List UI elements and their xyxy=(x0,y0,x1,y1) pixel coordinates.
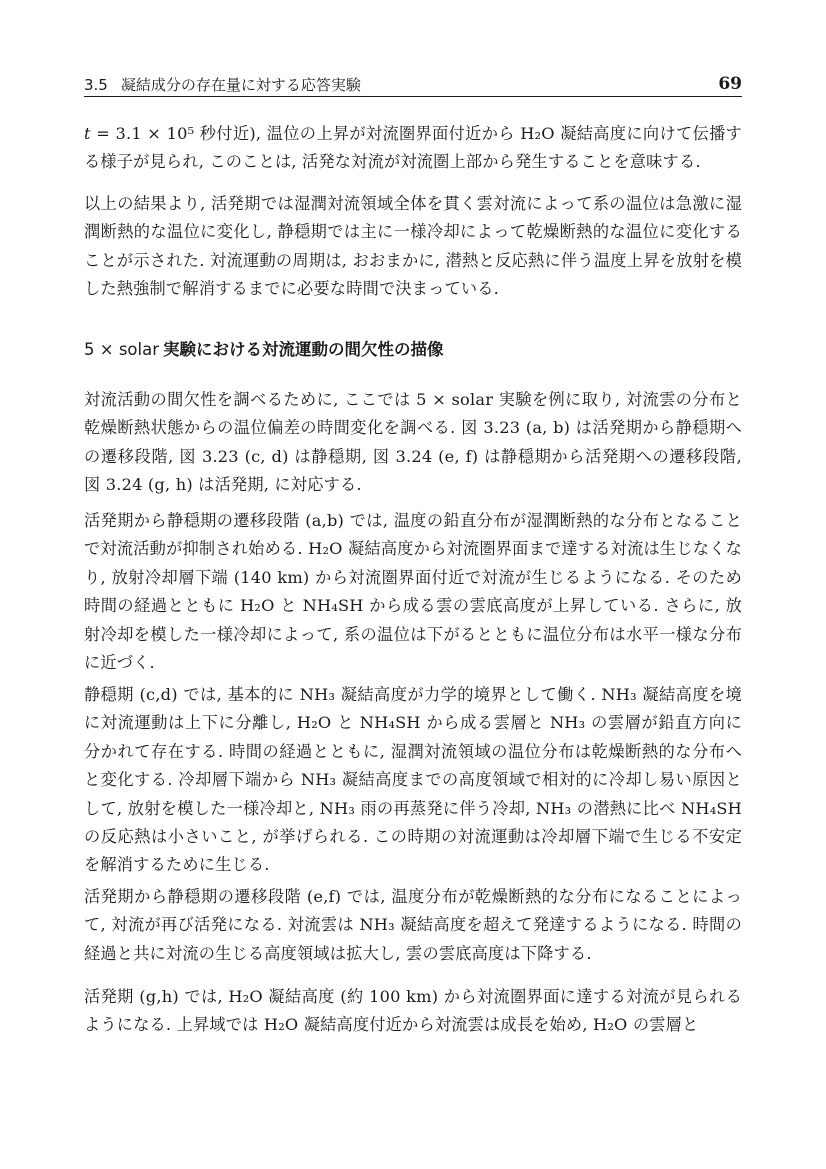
section-number: 3.5 xyxy=(84,76,108,94)
paragraph-1 xyxy=(84,120,742,177)
paragraph-6: 活発期から静穏期の遷移段階 (e,f) では, 温度分布が乾燥断熱的な分布になることによって, 対流が再び活発になる. 対流雲は NH₃ 凝結高度を超えて発達するようになる. 時間の経過と共に対流の生じる高度領域は拡大し, 雲の雲底高度は下降する. xyxy=(84,887,742,963)
header-rule xyxy=(84,96,742,97)
paragraph-1-text: = 3.1 × 10⁵ 秒付近), 温位の上昇が対流圏界面付近から H₂O 凝結高度に向けて伝播する様子が見られ, このことは, 活発な対流が対流圏上部から発生することを意味する. xyxy=(84,124,742,172)
subsection-heading-title: 実験における対流運動の間欠性の描像 xyxy=(162,340,444,359)
subsection-heading xyxy=(84,338,742,362)
section-title: 凝結成分の存在量に対する応答実験 xyxy=(120,76,361,94)
page-number: 69 xyxy=(718,74,742,94)
running-head xyxy=(84,76,742,94)
paragraph-3: 対流活動の間欠性を調べるために, ここでは 5 × solar 実験を例に取り, 対流雲の分布と乾燥断熱状態からの温位偏差の時間変化を調べる. 図 3.23 (a, b) は活発期から静穏期への遷移段階, 図 3.23 (c, d) は静穏期, 図 3.24 (e, f) は静穏期から活発期への遷移段階, 図 3.24 (g, h) は活発期, に対応する. xyxy=(84,390,742,495)
paragraph-4: 活発期から静穏期の遷移段階 (a,b) では, 温度の鉛直分布が湿潤断熱的な分布となることで対流活動が抑制され始める. H₂O 凝結高度から対流圏界面まで達する対流は生じなくなり, 放射冷却層下端 (140 km) から対流圏界面付近で対流が生じるようになる. そのため時間の経過とともに H₂O と NH₄SH から成る雲の雲底高度が上昇している. さらに, 放射冷却を模した一様冷却によって, 系の温位は下がるとともに温位分布は水平一様な分布に近づく. xyxy=(84,511,742,673)
paragraph-2: 以上の結果より, 活発期では湿潤対流領域全体を貫く雲対流によって系の温位は急激に湿潤断熱的な温位に変化し, 静穏期では主に一様冷却によって乾燥断熱的な温位に変化することが示された. 対流運動の周期は, おおまかに, 潜熱と反応熱に伴う温度上昇を放射を模した熱強制で解消するまでに必要な時間で決まっている. xyxy=(84,194,742,299)
subsection-heading-prefix: 5 × solar xyxy=(84,340,159,359)
paragraph-7: 活発期 (g,h) では, H₂O 凝結高度 (約 100 km) から対流圏界面に達する対流が見られるようになる. 上昇域では H₂O 凝結高度付近から対流雲は成長を始め, H₂O の雲層と xyxy=(84,987,742,1035)
paragraph-5: 静穏期 (c,d) では, 基本的に NH₃ 凝結高度が力学的境界として働く. NH₃ 凝結高度を境に対流運動は上下に分離し, H₂O と NH₄SH から成る雲層と NH₃ の雲層が鉛直方向に分かれて存在する. 時間の経過とともに, 湿潤対流領域の温位分布は乾燥断熱的な分布へと変化する. 冷却層下端から NH₃ 凝結高度までの高度領域で相対的に冷却し易い原因として, 放射を模した一様冷却と, NH₃ 雨の再蒸発に伴う冷却, NH₃ の潜熱に比べ NH₄SH の反応熱は小さいこと, が挙げられる. この時期の対流運動は冷却層下端で生じる不安定を解消するために生じる. xyxy=(84,685,742,875)
math-variable-t: t xyxy=(84,124,91,143)
